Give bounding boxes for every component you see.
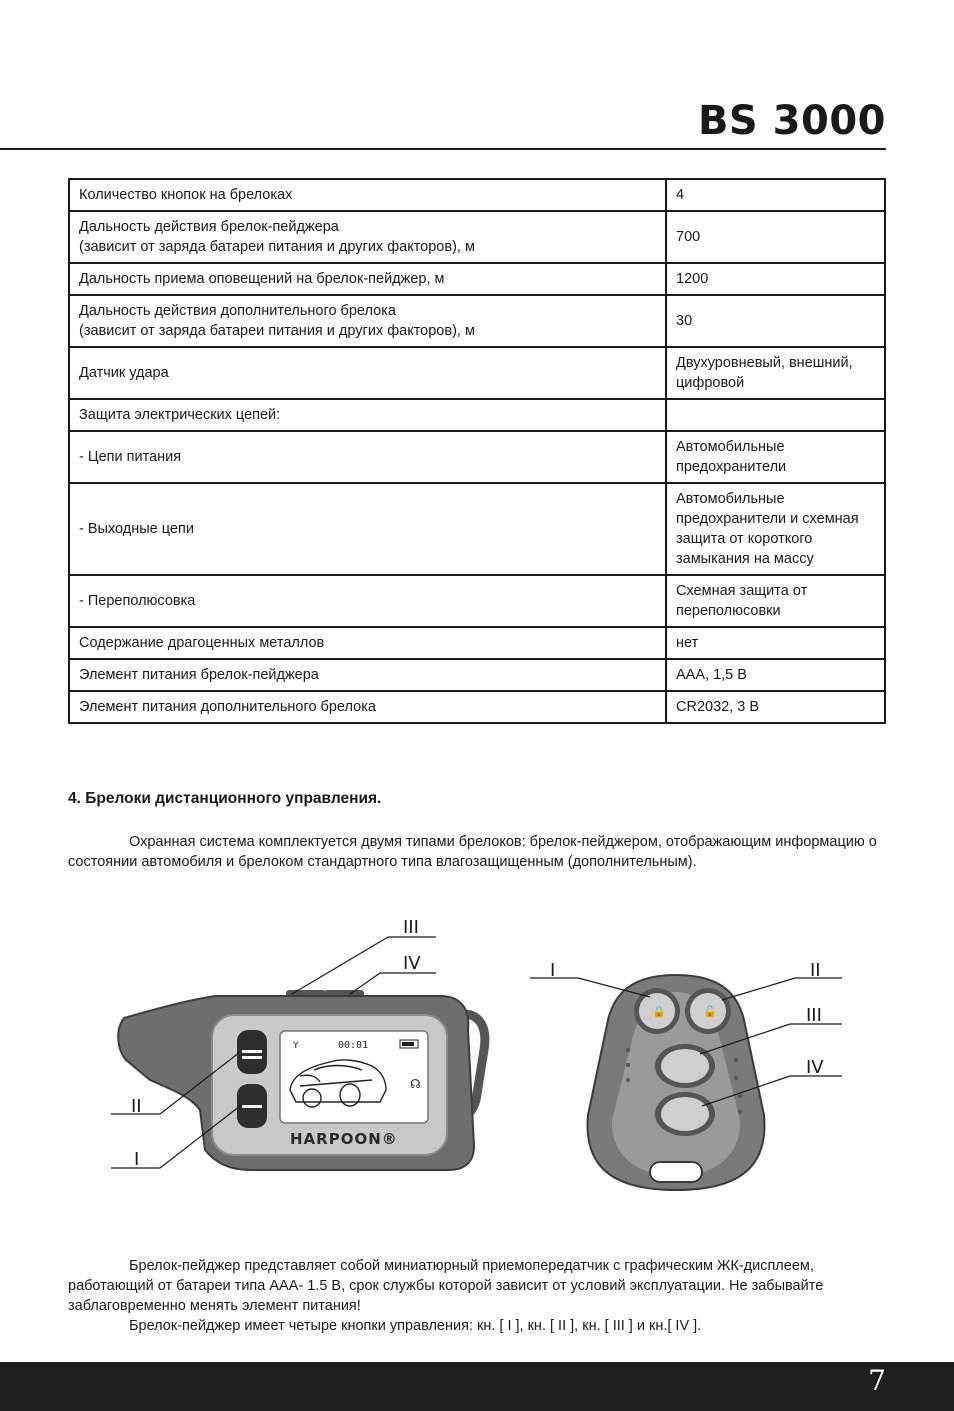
spec-row <box>69 179 885 211</box>
spec-value: 30 <box>666 295 885 347</box>
spec-param: Защита электрических цепей: <box>69 399 666 431</box>
spec-param: Датчик удара <box>69 347 666 399</box>
body-paragraph: Брелок-пейджер имеет четыре кнопки управления: кн. [ I ], кн. [ II ], кн. [ III ] и кн.[ IV ]. <box>129 1318 702 1334</box>
svg-text:Y: Y <box>293 1041 299 1051</box>
spec-param: - Выходные цепи <box>69 483 666 575</box>
spec-row <box>69 659 885 691</box>
spec-param: Дальность действия брелок-пейджера (зависит от заряда батареи питания и других факторов), м <box>69 211 666 263</box>
spec-row <box>69 483 885 575</box>
spec-value: 4 <box>666 179 885 211</box>
spec-row <box>69 691 885 723</box>
callout-label: IV <box>403 953 421 974</box>
callout-label: II <box>810 960 821 981</box>
footer-bar <box>0 1362 954 1411</box>
keyfobs-illustration <box>0 900 954 1220</box>
spec-param: Элемент питания брелок-пейджера <box>69 659 666 691</box>
spec-param: - Переполюсовка <box>69 575 666 627</box>
spec-param: Дальность приема оповещений на брелок-пейджер, м <box>69 263 666 295</box>
body-paragraph: Брелок-пейджер представляет собой миниатюрный приемопередатчик с графическим ЖК-дисплеем, работающий от батареи типа ААА- 1.5 В, срок службы которой зависит от условий эксплуатации. Не забывайте заблаговременно менять элемент питания! <box>68 1258 824 1314</box>
callout-label: III <box>403 917 419 938</box>
keyring-slot <box>650 1162 702 1182</box>
page-number: 7 <box>868 1364 886 1397</box>
spec-value: Автомобильные предохранители <box>666 431 885 483</box>
callout-label: I <box>550 960 556 981</box>
spec-value <box>666 399 885 431</box>
spec-value: AAA, 1,5 В <box>666 659 885 691</box>
spec-row <box>69 347 885 399</box>
model-title: BS 3000 <box>697 98 886 144</box>
spec-value: Автомобильные предохранители и схемная защита от короткого замыкания на массу <box>666 483 885 575</box>
spec-row <box>69 211 885 263</box>
spec-value: Схемная защита от переполюсовки <box>666 575 885 627</box>
spec-row <box>69 431 885 483</box>
spec-value: 1200 <box>666 263 885 295</box>
svg-text:🔒: 🔒 <box>652 1005 666 1018</box>
spec-row <box>69 295 885 347</box>
spec-row <box>69 399 885 431</box>
intro-paragraph: Охранная система комплектуется двумя типами брелоков: брелок-пейджером, отображающим информацию о состоянии автомобиля и брелоком стандартного типа влагозащищенным (дополнительным). <box>68 834 877 870</box>
lcd-time: 00:01 <box>338 1040 369 1051</box>
spec-param: Элемент питания дополнительного брелока <box>69 691 666 723</box>
spec-value: 700 <box>666 211 885 263</box>
svg-text:☊: ☊ <box>410 1077 421 1091</box>
pager-keyfob <box>118 990 485 1170</box>
callout-label: I <box>134 1149 140 1170</box>
spec-param: Содержание драгоценных металлов <box>69 627 666 659</box>
spec-row <box>69 575 885 627</box>
svg-text:🔓: 🔓 <box>703 1005 717 1018</box>
section-title: 4. Брелоки дистанционного управления. <box>68 790 382 807</box>
spec-param: Дальность действия дополнительного брелока (зависит от заряда батареи питания и других факторов), м <box>69 295 666 347</box>
callout-label: II <box>131 1096 142 1117</box>
spec-param: - Цепи питания <box>69 431 666 483</box>
specs-table <box>68 178 886 724</box>
spec-param: Количество кнопок на брелоках <box>69 179 666 211</box>
standard-keyfob <box>588 975 765 1190</box>
spec-value: нет <box>666 627 885 659</box>
spec-row <box>69 263 885 295</box>
spec-value: Двухуровневый, внешний, цифровой <box>666 347 885 399</box>
spec-row <box>69 627 885 659</box>
callout-label: IV <box>806 1057 824 1078</box>
callout-label: III <box>806 1005 822 1026</box>
spec-value: CR2032, 3 В <box>666 691 885 723</box>
header-divider <box>0 148 886 150</box>
brand-logo: HARPOON® <box>290 1130 398 1148</box>
